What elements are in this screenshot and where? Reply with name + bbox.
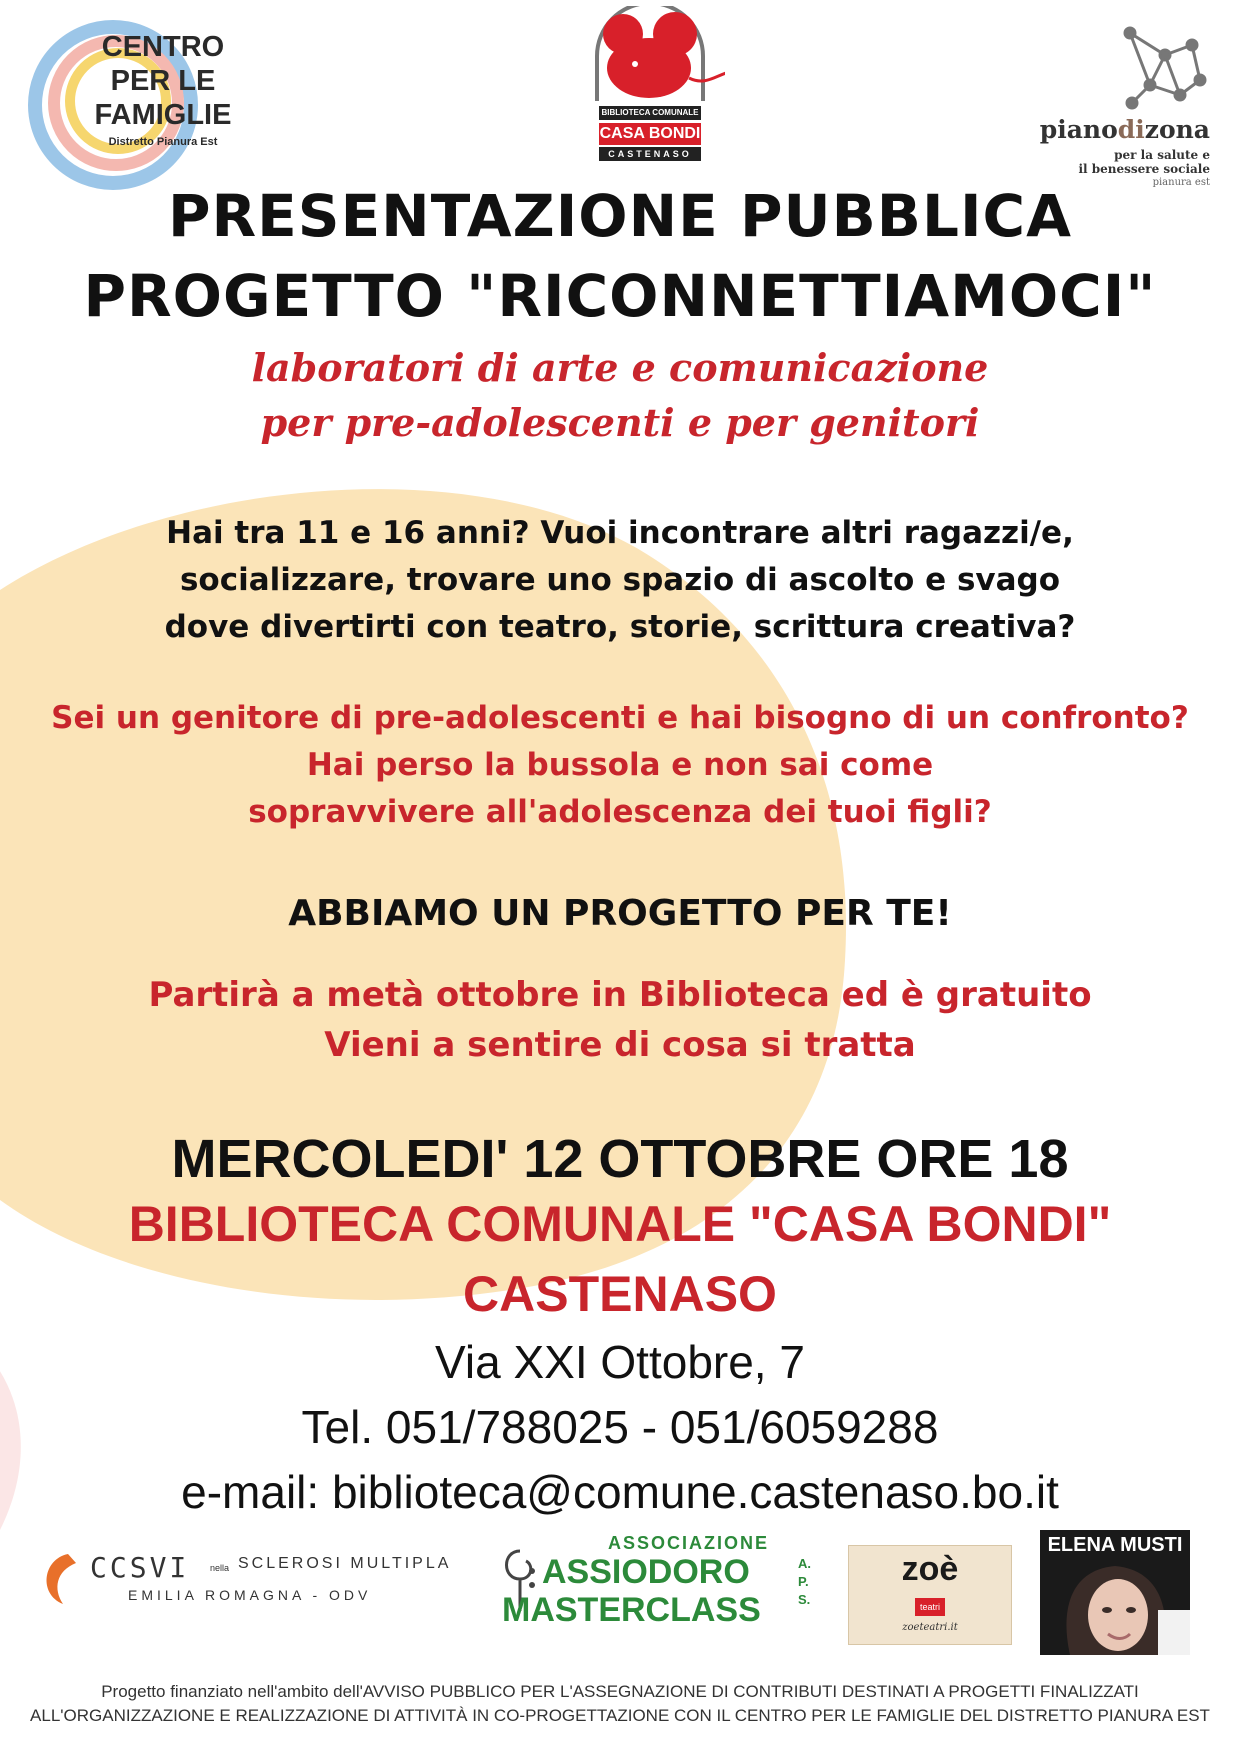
zoe-teatri-logo	[848, 1545, 1012, 1645]
youth-line3: dove divertirti con teatro, storie, scrittura creativa?	[164, 609, 1076, 645]
event-date: MERCOLEDI' 12 OTTOBRE ORE 18	[171, 1129, 1069, 1189]
ccsvi-rest: SCLEROSI MULTIPLA	[238, 1555, 452, 1572]
casa-bondi-label-main: CASA BONDI	[599, 123, 701, 145]
parent-text	[0, 695, 1240, 836]
subtitle-line2: per pre-adolescenti e per genitori	[260, 400, 980, 445]
centro-famiglie-sub: Distretto Pianura Est	[108, 136, 218, 148]
assiodoro-logo	[498, 1533, 818, 1633]
casa-bondi-label-top: BIBLIOTECA COMUNALE	[599, 106, 701, 120]
piano-di-zona-name	[1040, 115, 1210, 144]
event-phone: Tel. 051/788025 - 051/6059288	[301, 1401, 939, 1453]
zoe-name: zoè	[901, 1550, 959, 1588]
centro-famiglie-logo	[18, 8, 248, 198]
cta-heading: ABBIAMO UN PROGETTO PER TE!	[288, 893, 952, 934]
title-line2: PROGETTO "RICONNETTIAMOCI"	[83, 262, 1157, 330]
pdz-name-c: zona	[1144, 115, 1210, 144]
youth-text	[0, 510, 1240, 651]
youth-line2: socializzare, trovare uno spazio di ascolto e svago	[179, 562, 1061, 598]
assiodoro-line2: ASSIODORO	[542, 1553, 750, 1591]
event-email: e-mail: biblioteca@comune.castenaso.bo.it	[181, 1466, 1059, 1518]
pdz-line1: per la salute e	[1114, 148, 1210, 162]
elena-musti-photo	[1040, 1530, 1190, 1655]
footer-line2: ALL'ORGANIZZAZIONE E REALIZZAZIONE DI ATTIVITÀ IN CO-PROGETTAZIONE CON IL CENTRO PER LE FAMIGLIE DEL DISTRETTO PIANURA EST	[30, 1706, 1210, 1725]
event-address: Via XXI Ottobre, 7	[435, 1336, 805, 1388]
start-info	[0, 970, 1240, 1070]
piano-di-zona-logo	[1010, 25, 1220, 188]
pdz-name-b: di	[1117, 115, 1145, 144]
zoe-site: zoeteatri.it	[902, 1622, 958, 1633]
youth-line1: Hai tra 11 e 16 anni? Vuoi incontrare altri ragazzi/e,	[166, 515, 1074, 551]
network-icon	[1120, 25, 1210, 115]
centro-famiglie-line1: CENTRO	[101, 31, 225, 63]
ccsvi-name: CCSVI	[90, 1551, 190, 1584]
portrait-icon	[1040, 1530, 1190, 1655]
casa-bondi-label-city: CASTENASO	[599, 147, 701, 161]
assiodoro-aps: A.P.S.	[798, 1556, 811, 1607]
centro-famiglie-line2: PER LE	[110, 65, 216, 97]
parent-line2: Hai perso la bussola e non sai come	[306, 747, 934, 783]
ccsvi-small: nella	[210, 1563, 230, 1573]
event-place-line1: BIBLIOTECA COMUNALE "CASA BONDI"	[128, 1196, 1112, 1252]
mouse-icon	[575, 6, 725, 106]
ccsvi-logo	[38, 1545, 478, 1615]
parent-line1: Sei un genitore di pre-adolescenti e hai bisogno di un confronto?	[51, 700, 1189, 736]
title-line1: PRESENTAZIONE PUBBLICA	[168, 182, 1072, 250]
pdz-line3: pianura est	[1152, 177, 1210, 188]
assiodoro-line1: ASSOCIAZIONE	[608, 1533, 770, 1553]
footer-text	[0, 1680, 1240, 1728]
pdz-line2: il benessere sociale	[1078, 162, 1210, 176]
parent-line3: sopravvivere all'adolescenza dei tuoi figli?	[248, 794, 992, 830]
zoe-tag: teatri	[915, 1598, 945, 1616]
event-place-line2: CASTENASO	[463, 1266, 777, 1322]
start-info-line2: Vieni a sentire di cosa si tratta	[324, 1025, 916, 1065]
centro-famiglie-line3: FAMIGLIE	[94, 99, 232, 131]
start-info-line1: Partirà a metà ottobre in Biblioteca ed è gratuito	[148, 975, 1092, 1015]
pdz-name-a: piano	[1039, 115, 1118, 144]
elena-musti-name: ELENA MUSTI	[1047, 1534, 1183, 1556]
orange-ribbon-icon	[38, 1549, 88, 1609]
casa-bondi-logo	[575, 6, 725, 176]
subtitle-line1: laboratori di arte e comunicazione	[251, 345, 989, 390]
assiodoro-line3: MASTERCLASS	[502, 1591, 761, 1629]
footer-line1: Progetto finanziato nell'ambito dell'AVVISO PUBBLICO PER L'ASSEGNAZIONE DI CONTRIBUTI DESTINATI A PROGETTI FINALIZZATI	[101, 1682, 1139, 1701]
ccsvi-region: EMILIA ROMAGNA - ODV	[128, 1587, 372, 1603]
